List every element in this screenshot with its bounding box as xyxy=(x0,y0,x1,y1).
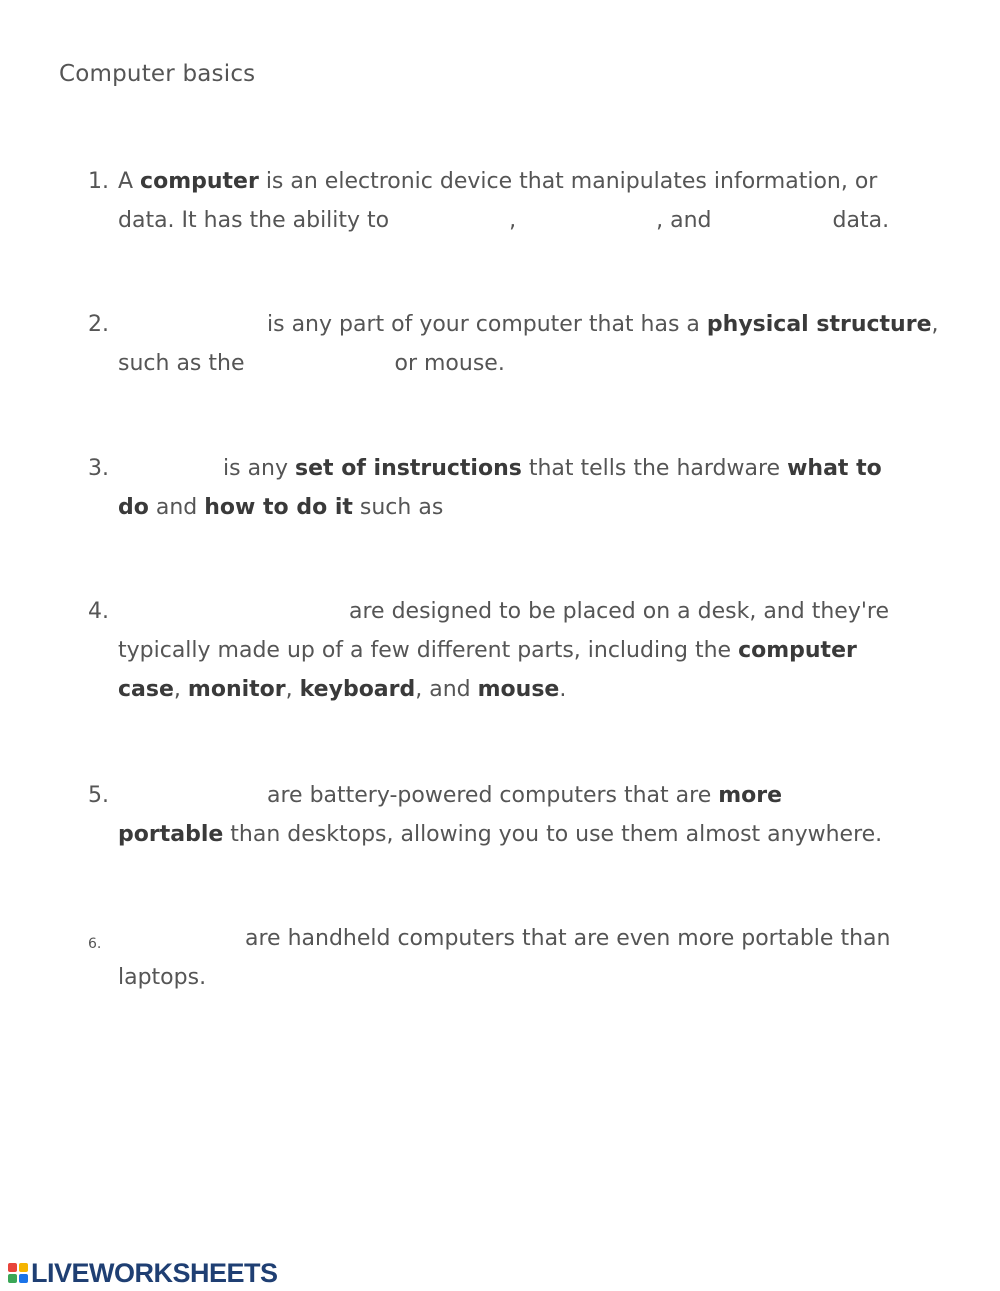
question-3 xyxy=(88,449,948,527)
logo-text: LIVEWORKSHEETS xyxy=(31,1257,278,1288)
question-text: , and xyxy=(415,677,478,702)
keyword: what to xyxy=(787,456,882,481)
question-text: , and xyxy=(656,208,712,233)
logo-mark-icon xyxy=(8,1263,28,1283)
answer-blank-2[interactable] xyxy=(516,207,656,235)
question-2 xyxy=(88,305,948,383)
question-text: is any xyxy=(223,456,296,481)
question-text: laptops. xyxy=(118,965,207,990)
logo-square xyxy=(8,1274,17,1283)
logo-square xyxy=(19,1263,28,1272)
page-title: Computer basics xyxy=(59,61,256,87)
keyword: physical structure xyxy=(706,312,932,337)
question-text: such as xyxy=(352,495,444,520)
question-1 xyxy=(88,162,948,240)
question-number: 2. xyxy=(88,312,109,337)
keyword: case xyxy=(118,677,174,702)
keyword: set of instructions xyxy=(295,456,522,481)
answer-blank-1[interactable] xyxy=(118,598,349,626)
question-text: are designed to be placed on a desk, and they're xyxy=(349,599,889,624)
question-text: are handheld computers that are even more portable than xyxy=(245,926,891,951)
question-text: such as the xyxy=(118,351,245,376)
answer-blank-1[interactable] xyxy=(118,925,245,953)
logo-square xyxy=(8,1263,17,1272)
liveworksheets-logo[interactable] xyxy=(8,1258,278,1288)
answer-blank-2[interactable] xyxy=(443,494,643,522)
answer-blank-1[interactable] xyxy=(118,455,223,483)
keyword: computer xyxy=(140,169,259,194)
question-text: typically made up of a few different parts, including the xyxy=(118,638,739,663)
keyword: how to do it xyxy=(204,495,353,520)
keyword: more xyxy=(718,783,783,808)
question-text: A xyxy=(118,169,141,194)
question-text: is any part of your computer that has a xyxy=(267,312,707,337)
question-text: is an electronic device that manipulates information, or xyxy=(258,169,878,194)
logo-square xyxy=(19,1274,28,1283)
answer-blank-3[interactable] xyxy=(712,207,833,235)
answer-blank-1[interactable] xyxy=(118,311,267,339)
keyword: mouse xyxy=(477,677,560,702)
question-text: , xyxy=(285,677,300,702)
question-number: 6. xyxy=(88,936,102,952)
question-text: data. xyxy=(832,208,890,233)
question-text: that tells the hardware xyxy=(521,456,788,481)
keyword: do xyxy=(118,495,149,520)
question-4 xyxy=(88,592,948,709)
question-6 xyxy=(88,919,948,997)
question-text: , xyxy=(509,208,517,233)
question-text: or mouse. xyxy=(394,351,505,376)
question-number: 5. xyxy=(88,783,109,808)
keyword: computer xyxy=(738,638,857,663)
question-number: 3. xyxy=(88,456,109,481)
keyword: monitor xyxy=(187,677,286,702)
question-text: than desktops, allowing you to use them almost anywhere. xyxy=(223,822,883,847)
question-5 xyxy=(88,776,948,854)
question-text: and xyxy=(148,495,205,520)
question-text: , xyxy=(173,677,188,702)
question-text: data. It has the ability to xyxy=(118,208,390,233)
answer-blank-2[interactable] xyxy=(244,350,394,378)
question-text: , xyxy=(931,312,939,337)
keyword: keyboard xyxy=(299,677,416,702)
keyword: portable xyxy=(118,822,224,847)
question-number: 1. xyxy=(88,169,109,194)
question-number: 4. xyxy=(88,599,109,624)
answer-blank-1[interactable] xyxy=(118,782,267,810)
question-text: . xyxy=(559,677,567,702)
answer-blank-1[interactable] xyxy=(389,207,509,235)
question-text: are battery-powered computers that are xyxy=(267,783,719,808)
